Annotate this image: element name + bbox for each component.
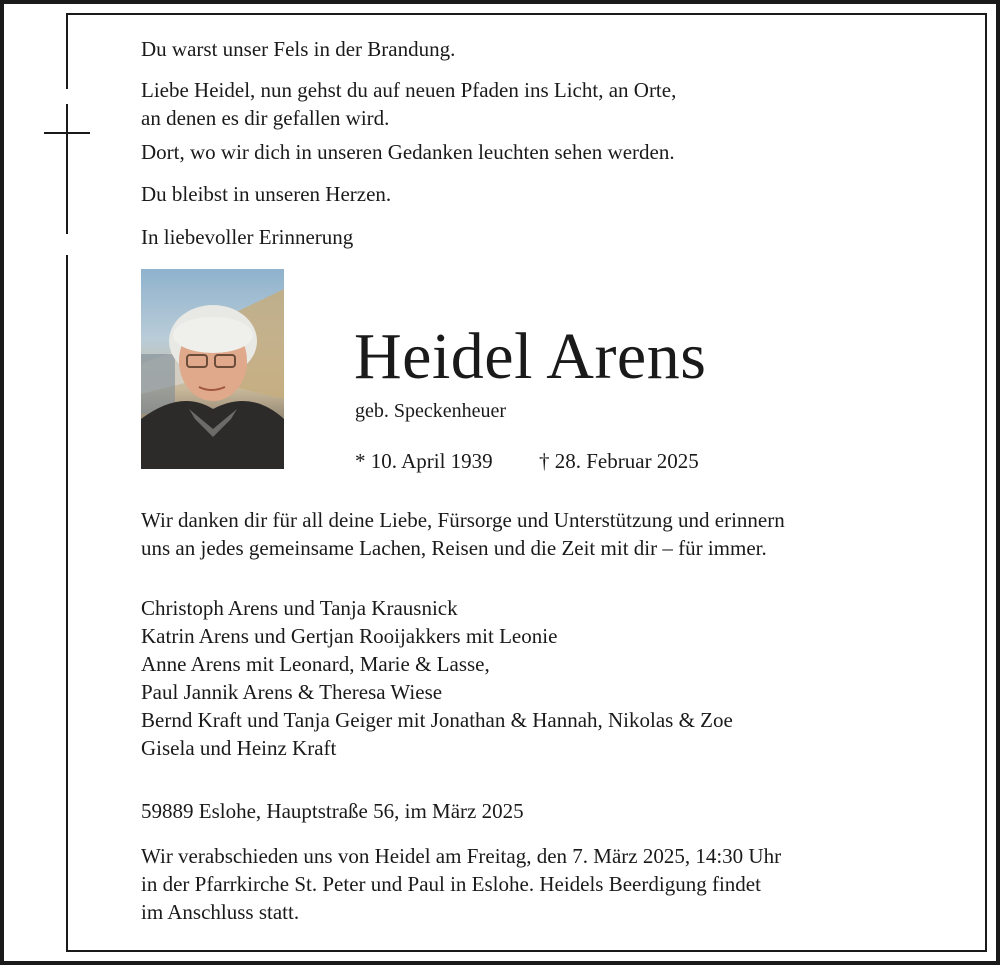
thanks-line-1: Wir danken dir für all deine Liebe, Fürsorge und Unterstützung und erinnern xyxy=(141,508,785,532)
verse-line-1: Du warst unser Fels in der Brandung. xyxy=(141,37,456,61)
funeral-line-1: Wir verabschieden uns von Heidel am Freitag, den 7. März 2025, 14:30 Uhr xyxy=(141,844,782,868)
frame-left-line-upper xyxy=(66,13,68,89)
frame-top-line xyxy=(66,13,987,15)
portrait-photo xyxy=(141,269,284,469)
thanks-line-2: uns an jedes gemeinsame Lachen, Reisen und die Zeit mit dir – für immer. xyxy=(141,536,767,560)
birth-name: geb. Speckenheuer xyxy=(355,400,507,422)
funeral-line-2: in der Pfarrkirche St. Peter und Paul in Eslohe. Heidels Beerdigung findet xyxy=(141,872,761,896)
mourner-line-4: Paul Jannik Arens & Theresa Wiese xyxy=(141,680,443,704)
mourner-line-5: Bernd Kraft und Tanja Geiger mit Jonathan & Hannah, Nikolas & Zoe xyxy=(141,708,733,732)
verse-line-3: an denen es dir gefallen wird. xyxy=(141,106,390,130)
funeral-line-3: im Anschluss statt. xyxy=(141,900,300,924)
mourner-line-1: Christoph Arens und Tanja Krausnick xyxy=(141,596,458,620)
mourner-line-3: Anne Arens mit Leonard, Marie & Lasse, xyxy=(141,652,490,676)
frame-bottom-line xyxy=(66,950,987,952)
mourner-line-6: Gisela und Heinz Kraft xyxy=(141,736,337,760)
frame-right-line xyxy=(985,13,987,952)
cross-horizontal-bar xyxy=(44,132,90,134)
address-line: 59889 Eslohe, Hauptstraße 56, im März 2025 xyxy=(141,799,524,823)
birth-date: * 10. April 1939 xyxy=(355,449,493,473)
death-date: † 28. Februar 2025 xyxy=(539,449,699,473)
frame-left-line-lower xyxy=(66,255,68,952)
cross-vertical-bar xyxy=(66,104,68,234)
deceased-name: Heidel Arens xyxy=(354,320,707,393)
verse-line-5: Du bleibst in unseren Herzen. xyxy=(141,182,392,206)
verse-line-4: Dort, wo wir dich in unseren Gedanken leuchten sehen werden. xyxy=(141,140,675,164)
mourner-line-2: Katrin Arens und Gertjan Rooijakkers mit Leonie xyxy=(141,624,558,648)
verse-line-6: In liebevoller Erinnerung xyxy=(141,225,354,249)
verse-line-2: Liebe Heidel, nun gehst du auf neuen Pfaden ins Licht, an Orte, xyxy=(141,78,677,102)
